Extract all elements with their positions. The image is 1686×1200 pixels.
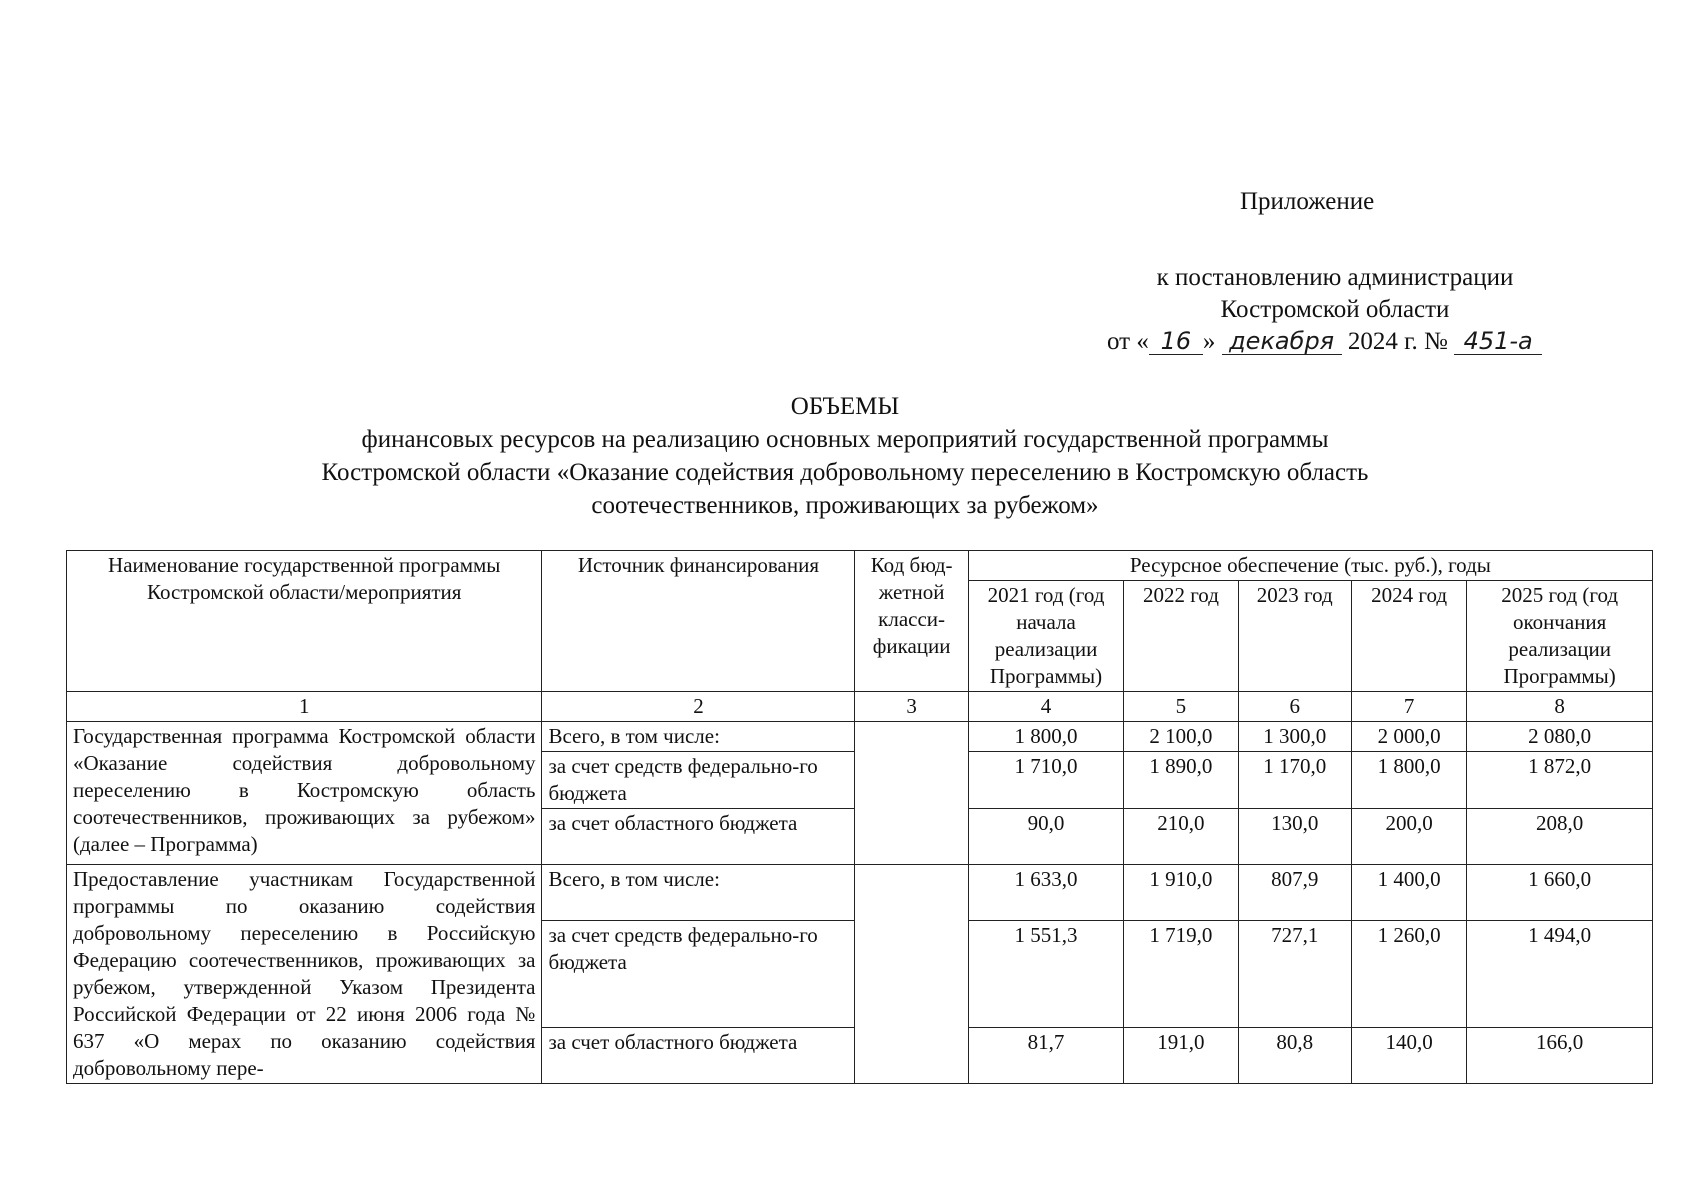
value-cell: 1 551,3 (968, 921, 1123, 1028)
financing-table (66, 550, 1653, 1084)
value-cell: 208,0 (1467, 809, 1653, 865)
value-cell: 140,0 (1351, 1027, 1466, 1083)
value-cell: 1 170,0 (1238, 752, 1351, 809)
budget-code-cell (855, 865, 968, 1084)
source-cell: за счет областного бюджета (542, 809, 855, 865)
date-prefix: от « (1107, 328, 1149, 355)
col-number: 7 (1351, 692, 1466, 722)
value-cell: 1 494,0 (1467, 921, 1653, 1028)
resolution-line-1: к постановлению администрации (1156, 264, 1514, 291)
column-number-row (67, 692, 1653, 722)
value-cell: 1 800,0 (1351, 752, 1466, 809)
header-source: Источник финансирования (542, 551, 855, 692)
title-line-1: ОБЪЕМЫ (790, 393, 900, 420)
header-2024: 2024 год (1351, 581, 1466, 692)
col-number: 8 (1467, 692, 1653, 722)
value-cell: 81,7 (968, 1027, 1123, 1083)
col-number: 4 (968, 692, 1123, 722)
source-cell: за счет средств федерально-го бюджета (542, 752, 855, 809)
value-cell: 80,8 (1238, 1027, 1351, 1083)
value-cell: 166,0 (1467, 1027, 1653, 1083)
header-budget-code: Код бюд-жетной класси-фикации (855, 551, 968, 692)
value-cell: 1 910,0 (1124, 865, 1238, 921)
col-number: 6 (1238, 692, 1351, 722)
value-cell: 1 890,0 (1124, 752, 1238, 809)
table-header-row-1 (67, 551, 1653, 581)
value-cell: 1 660,0 (1467, 865, 1653, 921)
document-title (180, 390, 1510, 522)
handwritten-day: 16 (1149, 328, 1203, 355)
header-2022: 2022 год (1124, 581, 1238, 692)
value-cell: 1 300,0 (1238, 722, 1351, 752)
header-name: Наименование государственной программы Костромской области/мероприятия (67, 551, 542, 692)
value-cell: 1 633,0 (968, 865, 1123, 921)
value-cell: 807,9 (1238, 865, 1351, 921)
program-name-cell: Государственная программа Костромской области «Оказание содействия добровольному переселению в Костромскую область соотечественников, проживающих за рубежом» (далее – Программа) (67, 722, 542, 865)
header-resources: Ресурсное обеспечение (тыс. руб.), годы (968, 551, 1652, 581)
col-number: 1 (67, 692, 542, 722)
value-cell: 1 800,0 (968, 722, 1123, 752)
source-cell: Всего, в том числе: (542, 865, 855, 921)
header-2021: 2021 год (год начала реализации Программы) (968, 581, 1123, 692)
col-number: 3 (855, 692, 968, 722)
source-cell: за счет областного бюджета (542, 1027, 855, 1083)
value-cell: 1 872,0 (1467, 752, 1653, 809)
source-cell: Всего, в том числе: (542, 722, 855, 752)
value-cell: 191,0 (1124, 1027, 1238, 1083)
header-2025: 2025 год (год окончания реализации Программы) (1467, 581, 1653, 692)
header-2023: 2023 год (1238, 581, 1351, 692)
title-line-2: финансовых ресурсов на реализацию основных мероприятий государственной программы (361, 426, 1329, 453)
resolution-date-line (1107, 328, 1542, 356)
col-number: 2 (542, 692, 855, 722)
date-year: 2024 г. № (1347, 328, 1448, 355)
value-cell: 2 080,0 (1467, 722, 1653, 752)
table-row (67, 865, 1653, 921)
measure-name-cell: Предоставление участникам Государственной программы по оказанию содействия добровольному переселению в Российскую Федерацию соотечественников, проживающих за рубежом, утвержденной Указом Президента Российской Федерации от 22 июня 2006 года № 637 «О мерах по оказанию содействия добровольному пере- (67, 865, 542, 1084)
resolution-line-2: Костромской области (1220, 296, 1450, 323)
col-number: 5 (1124, 692, 1238, 722)
table-row (67, 722, 1653, 752)
title-line-4: соотечественников, проживающих за рубежом» (591, 492, 1099, 519)
value-cell: 1 400,0 (1351, 865, 1466, 921)
appendix-label: Приложение (1240, 188, 1375, 215)
value-cell: 2 100,0 (1124, 722, 1238, 752)
handwritten-doc-number: 451-а (1454, 328, 1542, 355)
title-line-3: Костромской области «Оказание содействия добровольному переселению в Костромскую область (321, 459, 1369, 486)
source-cell: за счет средств федерально-го бюджета (542, 921, 855, 1028)
value-cell: 1 719,0 (1124, 921, 1238, 1028)
handwritten-month: декабря (1222, 328, 1342, 355)
value-cell: 90,0 (968, 809, 1123, 865)
budget-code-cell (855, 722, 968, 865)
value-cell: 2 000,0 (1351, 722, 1466, 752)
value-cell: 1 260,0 (1351, 921, 1466, 1028)
date-mid: » (1202, 328, 1216, 355)
value-cell: 200,0 (1351, 809, 1466, 865)
value-cell: 727,1 (1238, 921, 1351, 1028)
value-cell: 210,0 (1124, 809, 1238, 865)
value-cell: 1 710,0 (968, 752, 1123, 809)
value-cell: 130,0 (1238, 809, 1351, 865)
